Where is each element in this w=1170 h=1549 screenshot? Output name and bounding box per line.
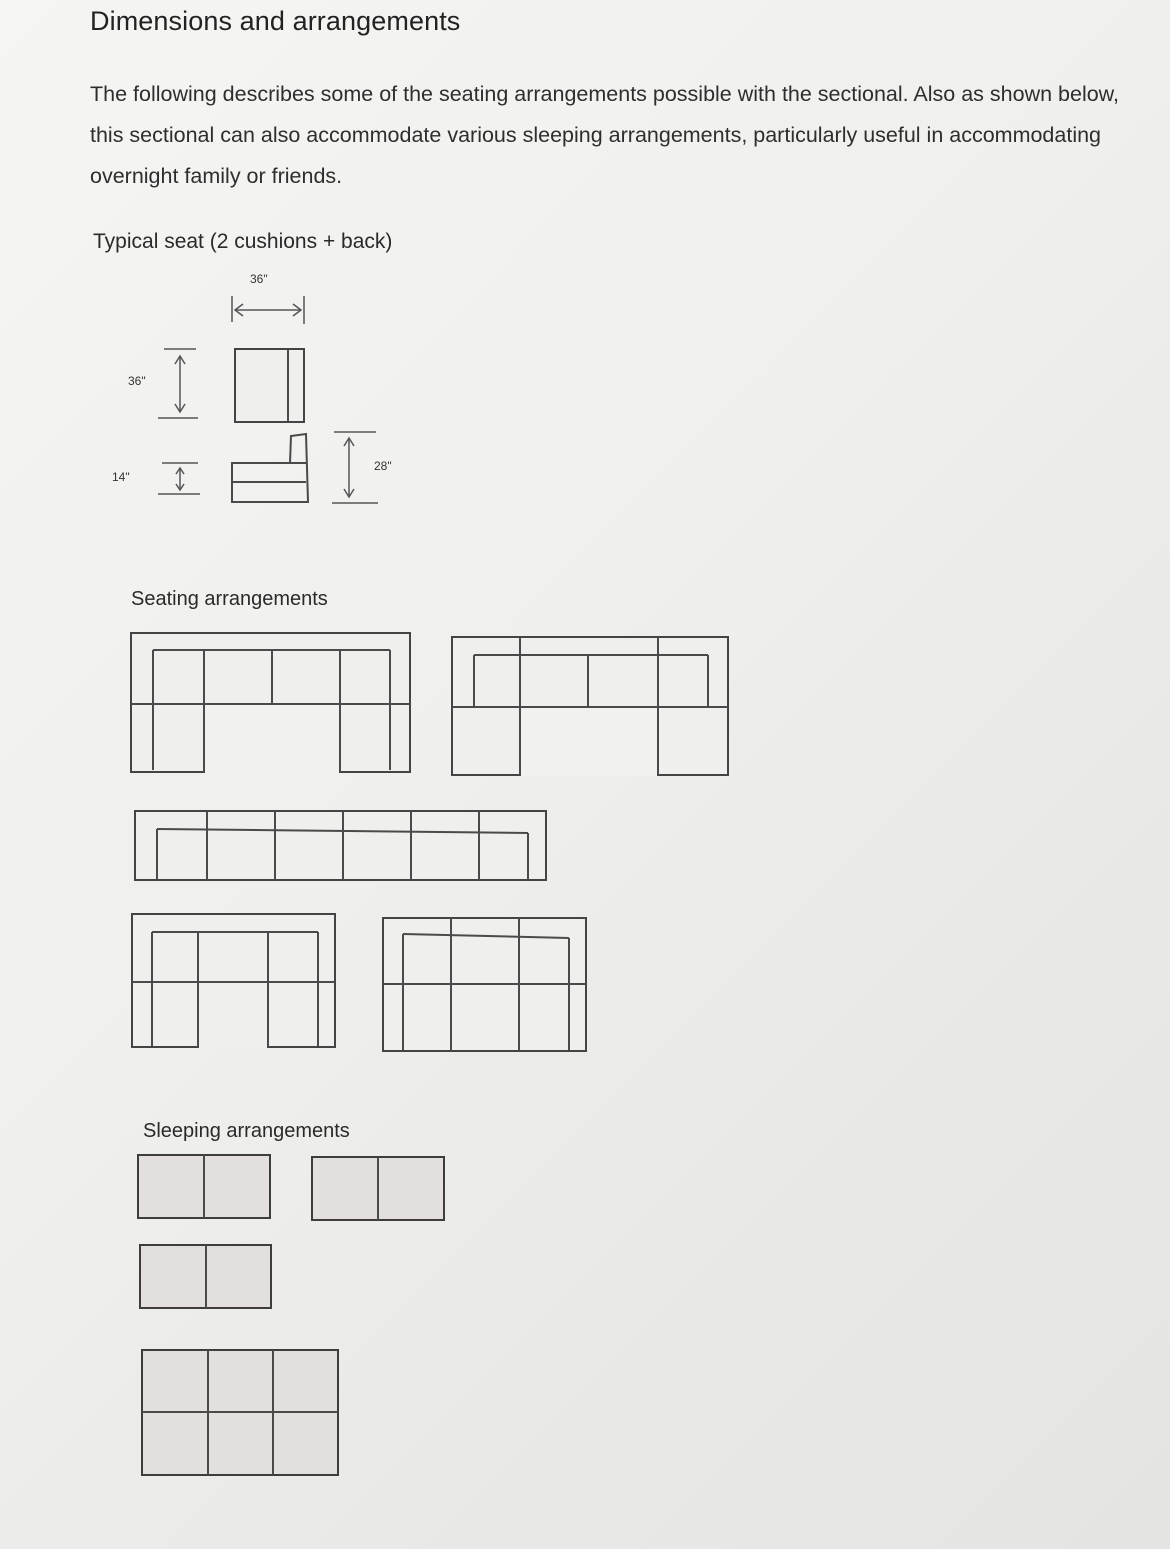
seating-arrangements-label: Seating arrangements [131,588,328,610]
seat-side-view [232,434,308,502]
seating-arrangement-u-small [132,914,335,1048]
typical-seat-diagram [158,296,378,503]
typical-seat-label: Typical seat (2 cushions + back) [93,230,393,253]
seat-height-arrow [158,463,200,494]
width-arrow [232,296,304,324]
back-height-arrow [332,432,378,503]
sleeping-arrangement-3 [140,1245,271,1308]
sleeping-arrangement-1 [138,1155,270,1218]
seat-top-view [235,349,304,422]
depth-arrow [158,349,198,418]
seat-width-dimension: 36" [250,272,268,286]
sleeping-arrangements-label: Sleeping arrangements [143,1120,350,1142]
seat-height-dimension: 14" [112,470,130,484]
seat-depth-dimension: 36" [128,374,146,388]
sleeping-arrangement-2 [312,1157,444,1220]
intro-paragraph: The following describes some of the seating arrangements possible with the sectional. Also as shown below, this sectional can also accommodate various sleeping arrangements, particularly useful in accommodating overnight family or friends. [90,82,1119,188]
seating-arrangement-block [383,918,586,1051]
seating-arrangement-u-large [131,633,410,773]
sleeping-arrangement-4 [142,1350,338,1475]
page-title: Dimensions and arrangements [90,6,461,36]
seating-arrangement-straight [135,811,546,880]
back-height-dimension: 28" [374,459,392,473]
seating-arrangement-u-right [452,637,728,776]
